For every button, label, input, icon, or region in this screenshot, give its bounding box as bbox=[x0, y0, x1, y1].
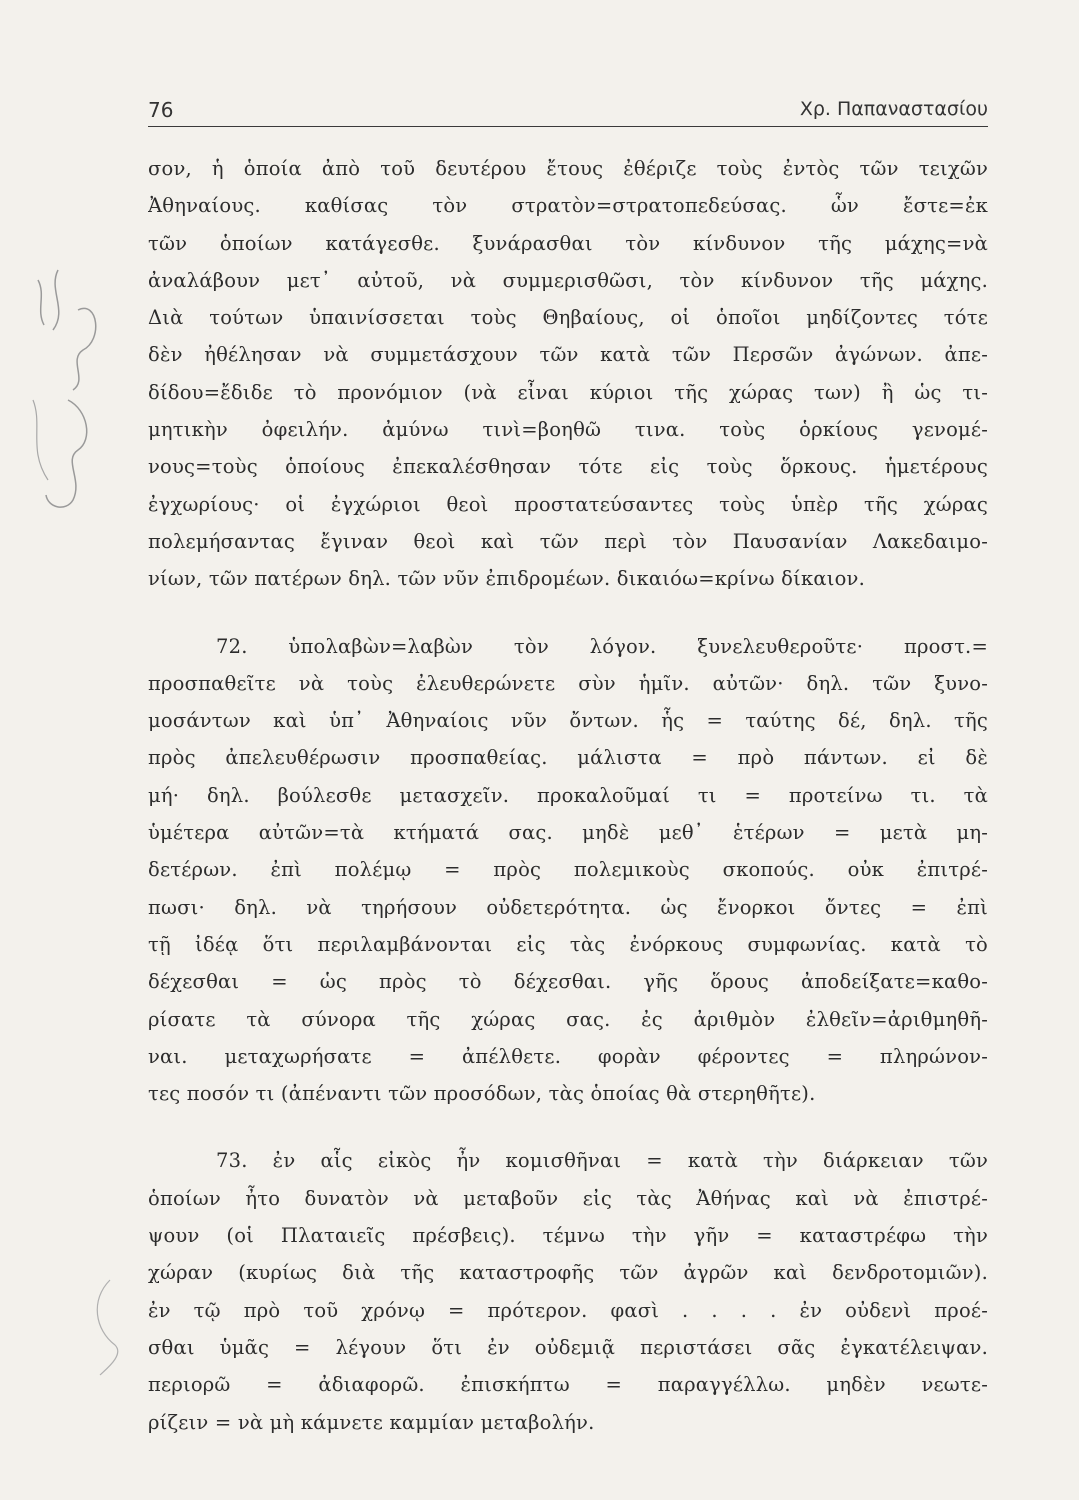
text-line: δετέρων. ἐπὶ πολέμῳ = πρὸς πολεμικοὺς σκοπούς. οὐκ ἐπιτρέ- bbox=[148, 858, 988, 882]
text-line: Ἀθηναίους. καθίσας τὸν στρατὸν=στρατοπεδεύσας. ὧν ἔστε=ἐκ bbox=[148, 194, 988, 218]
text-line: μητικὴν ὀφειλήν. ἀμύνω τινὶ=βοηθῶ τινα. τοὺς ὁρκίους γενομέ- bbox=[148, 418, 988, 442]
text-line: ναι. μεταχωρήσατε = ἀπέλθετε. φορὰν φέροντες = πληρώνον- bbox=[148, 1044, 988, 1068]
text-line: μή· δηλ. βούλεσθε μετασχεῖν. προκαλοῦμαί τι = προτείνω τι. τὰ bbox=[148, 783, 988, 807]
paragraph-71-continuation bbox=[148, 150, 988, 598]
text-line: ρίσατε τὰ σύνορα τῆς χώρας σας. ἐς ἀριθμὸν ἐλθεῖν=ἀριθμηθῆ- bbox=[148, 1007, 988, 1031]
text-line: ψουν (οἱ Πλαταιεῖς πρέσβεις). τέμνω τὴν γῆν = καταστρέφω τὴν bbox=[148, 1224, 988, 1248]
text-line: ἀναλάβουν μετ᾽ αὐτοῦ, νὰ συμμερισθῶσι, τὸν κίνδυνον τῆς μάχης. bbox=[148, 268, 988, 292]
text-line: μοσάντων καὶ ὑπ᾽ Ἀθηναίοις νῦν ὄντων. ἧς = ταύτης δέ, δηλ. τῆς bbox=[148, 709, 988, 733]
text-line: τῶν ὁποίων κατάγεσθε. ξυνάρασθαι τὸν κίνδυνον τῆς μάχης=νὰ bbox=[148, 231, 988, 255]
text-line: περιορῶ = ἀδιαφορῶ. ἐπισκήπτω = παραγγέλλω. μηδὲν νεωτε- bbox=[148, 1373, 988, 1397]
text-line: δέχεσθαι = ὡς πρὸς τὸ δέχεσθαι. γῆς ὅρους ἀποδείξατε=καθο- bbox=[148, 970, 988, 994]
text-line: 73. ἐν αἷς εἰκὸς ἦν κομισθῆναι = κατὰ τὴν διάρκειαν τῶν bbox=[216, 1149, 988, 1173]
text-line: σθαι ὑμᾶς = λέγουν ὅτι ἐν οὐδεμιᾷ περιστάσει σᾶς ἐγκατέλειψαν. bbox=[148, 1335, 988, 1359]
text-line: τῇ ἰδέᾳ ὅτι περιλαμβάνονται εἰς τὰς ἐνόρκους συμφωνίας. κατὰ τὸ bbox=[148, 932, 988, 956]
pencil-mark bbox=[70, 1270, 140, 1380]
text-line: τες ποσόν τι (ἀπέναντι τῶν προσόδων, τὰς ὁποίας θὰ στερηθῆτε). bbox=[148, 1082, 816, 1106]
text-line: νίων, τῶν πατέρων δηλ. τῶν νῦν ἐπιδρομέων. δικαιόω=κρίνω δίκαιον. bbox=[148, 567, 865, 591]
text-line: πρὸς ἀπελευθέρωσιν προσπαθείας. μάλιστα = πρὸ πάντων. εἰ δὲ bbox=[148, 746, 988, 770]
text-line: πολεμήσαντας ἔγιναν θεοὶ καὶ τῶν περὶ τὸν Παυσανίαν Λακεδαιμο- bbox=[148, 529, 988, 553]
text-line: ρίζειν = νὰ μὴ κάμνετε καμμίαν μεταβολήν. bbox=[148, 1410, 595, 1434]
handwritten-margin-note bbox=[18, 250, 128, 530]
text-line: χώραν (κυρίως διὰ τῆς καταστροφῆς τῶν ἀγρῶν καὶ δενδροτομιῶν). bbox=[148, 1261, 988, 1285]
paragraph-73 bbox=[148, 1142, 988, 1440]
text-line: δίδου=ἔδιδε τὸ προνόμιον (νὰ εἶναι κύριοι τῆς χώρας των) ἢ ὡς τι- bbox=[148, 380, 988, 404]
text-line: σον, ἡ ὁποία ἀπὸ τοῦ δευτέρου ἔτους ἐθέριζε τοὺς ἐντὸς τῶν τειχῶν bbox=[148, 157, 988, 180]
text-line: προσπαθεῖτε νὰ τοὺς ἐλευθερώνετε σὺν ἡμῖν. αὐτῶν· δηλ. τῶν ξυνο- bbox=[148, 671, 988, 695]
running-head: Χρ. Παπαναστασίου bbox=[799, 98, 988, 120]
text-line: δὲν ἠθέλησαν νὰ συμμετάσχουν τῶν κατὰ τῶν Περσῶν ἀγώνων. ἀπε- bbox=[148, 343, 988, 367]
text-line: Διὰ τούτων ὑπαινίσσεται τοὺς Θηβαίους, οἱ ὁποῖοι μηδίζοντες τότε bbox=[148, 306, 988, 330]
text-line: 72. ὑπολαβὼν=λαβὼν τὸν λόγον. ξυνελευθεροῦτε· προστ.= bbox=[216, 634, 988, 658]
text-line: ὑμέτερα αὐτῶν=τὰ κτήματά σας. μηδὲ μεθ᾽ ἑτέρων = μετὰ μη- bbox=[148, 821, 988, 845]
text-line: ἐν τῷ πρὸ τοῦ χρόνῳ = πρότερον. φασὶ . . . . ἐν οὐδενὶ προέ- bbox=[148, 1298, 988, 1322]
text-line: ἐγχωρίους· οἱ ἐγχώριοι θεοὶ προστατεύσαντες τοὺς ὑπὲρ τῆς χώρας bbox=[148, 492, 988, 516]
body-text bbox=[148, 150, 988, 1441]
text-line: πωσι· δηλ. νὰ τηρήσουν οὐδετερότητα. ὡς ἔνορκοι ὄντες = ἐπὶ bbox=[148, 895, 988, 919]
text-line: ὁποίων ἦτο δυνατὸν νὰ μεταβοῦν εἰς τὰς Ἀθήνας καὶ νὰ ἐπιστρέ- bbox=[148, 1186, 988, 1210]
page-number: 76 bbox=[148, 98, 174, 122]
page-header bbox=[148, 96, 988, 127]
text-line: νους=τοὺς ὁποίους ἐπεκαλέσθησαν τότε εἰς τοὺς ὅρκους. ἡμετέρους bbox=[148, 455, 988, 479]
paragraph-72 bbox=[148, 628, 988, 1113]
